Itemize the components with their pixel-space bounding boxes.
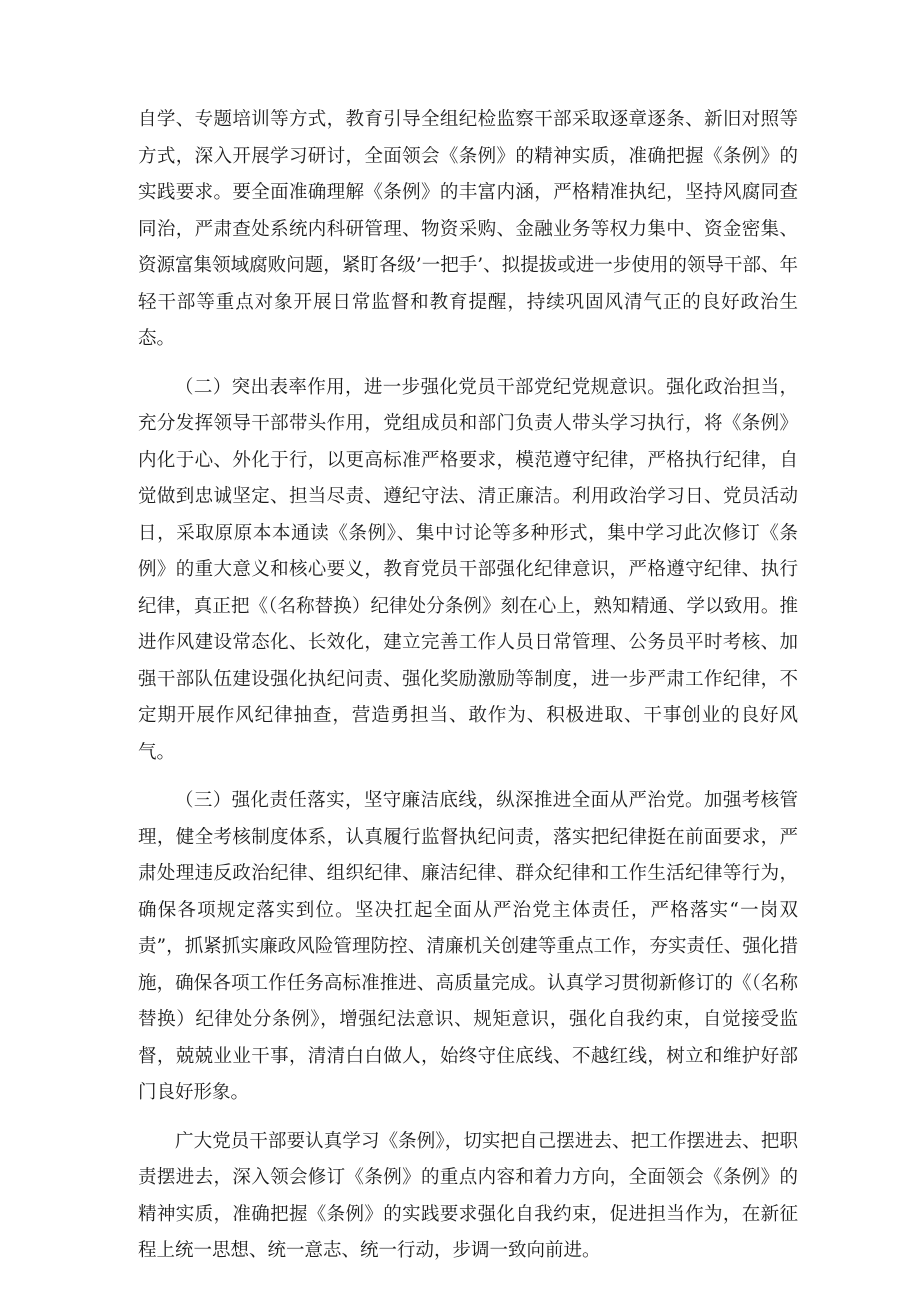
paragraph-continuation: 自学、专题培训等方式，教育引导全组纪检监察干部采取逐章逐条、新旧对照等方式，深入开展学习研讨，全面领会《条例》的精神实质，准确把握《条例》的实践要求。要全面准确理解《条例》的丰富内涵，严格精准执纪，坚持风腐同查同治，严肃查处系统内科研管理、物资采购、金融业务等权力集中、资金密集、资源富集领域腐败问题，紧盯各级’一把手’、拟提拔或进一步使用的领导干部、年轻干部等重点对象开展日常监督和教育提醒，持续巩固风清气正的良好政治生态。 <box>138 109 798 349</box>
document-body <box>138 102 798 1282</box>
paragraph-section-three: （三）强化责任落实，坚守廉洁底线，纵深推进全面从严治党。加强考核管理，健全考核制度体系，认真履行监督执纪问责，落实把纪律挺在前面要求，严肃处理违反政治纪律、组织纪律、廉洁纪律、群众纪律和工作生活纪律等行为，确保各项规定落实到位。坚决扛起全面从严治党主体责任，严格落实“一岗双责”，抓紧抓实廉政风险管理防控、清廉机关创建等重点工作，夯实责任、强化措施，确保各项工作任务高标准推进、高质量完成。认真学习贯彻新修订的《（名称替换）纪律处分条例》，增强纪法意识、规矩意识，强化自我约束，自觉接受监督，兢兢业业干事，清清白白做人，始终守住底线、不越红线，树立和维护好部门良好形象。 <box>138 790 798 1103</box>
paragraph-conclusion: 广大党员干部要认真学习《条例》，切实把自己摆进去、把工作摆进去、把职责摆进去，深入领会修订《条例》的重点内容和着力方向，全面领会《条例》的精神实质，准确把握《条例》的实践要求强化自我约束，促进担当作为，在新征程上统一思想、统一意志、统一行动，步调一致向前进。 <box>138 1130 798 1261</box>
paragraph-section-two: （二）突出表率作用，进一步强化党员干部党纪党规意识。强化政治担当，充分发挥领导干部带头作用，党组成员和部门负责人带头学习执行，将《条例》内化于心、外化于行，以更高标准严格要求，模范遵守纪律，严格执行纪律，自觉做到忠诚坚定、担当尽责、遵纪守法、清正廉洁。利用政治学习日、党员活动日，采取原原本本通读《条例》、集中讨论等多种形式，集中学习此次修订《条例》的重大意义和核心要义，教育党员干部强化纪律意识，严格遵守纪律、执行纪律，真正把《（名称替换）纪律处分条例》刻在心上，熟知精通、学以致用。推进作风建设常态化、长效化，建立完善工作人员日常管理、公务员平时考核、加强干部队伍建设强化执纪问责、强化奖励激励等制度，进一步严肃工作纪律，不定期开展作风纪律抽查，营造勇担当、敢作为、积极进取、干事创业的良好风气。 <box>138 376 798 763</box>
